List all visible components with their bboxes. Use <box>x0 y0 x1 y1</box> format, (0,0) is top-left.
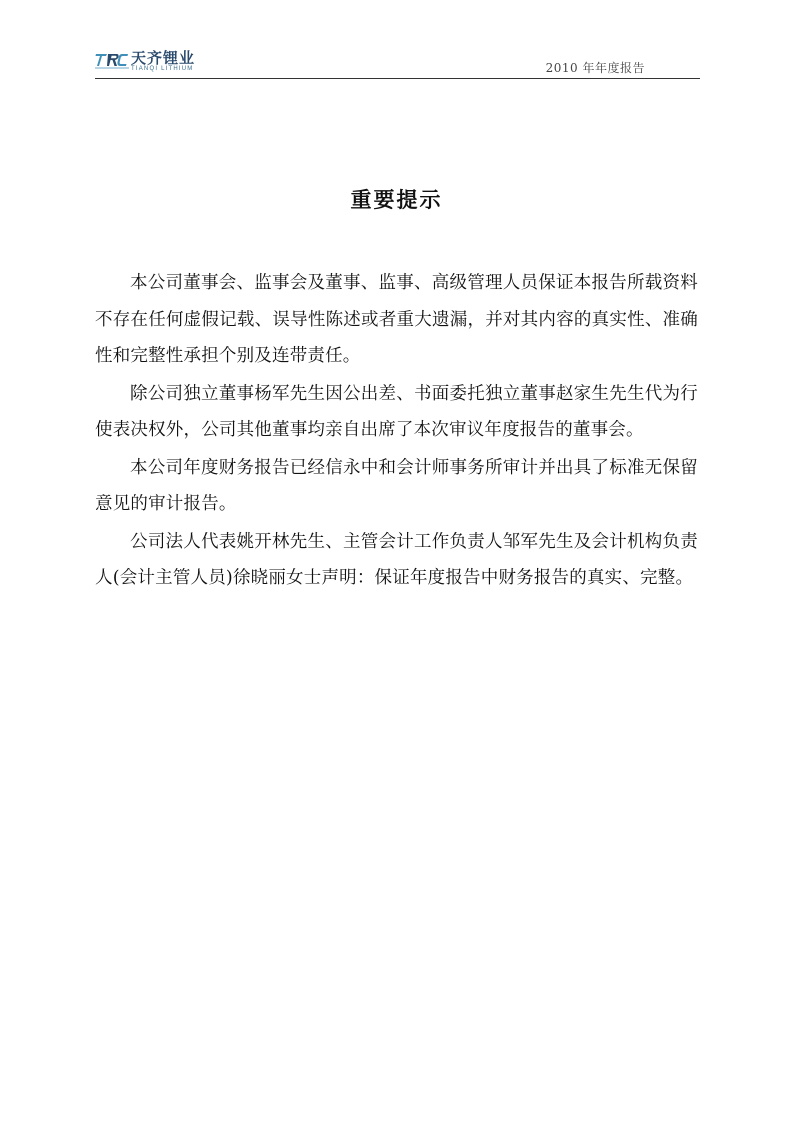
page-title: 重要提示 <box>350 187 443 212</box>
notice-body <box>95 265 698 598</box>
paragraph-audit-report: 本公司年度财务报告已经信永中和会计师事务所审计并出具了标准无保留意见的审计报告。 <box>95 457 698 514</box>
tianqi-logo-icon <box>95 50 129 70</box>
company-logo <box>95 50 195 76</box>
page-header <box>95 50 700 79</box>
paragraph-director-attendance: 除公司独立董事杨军先生因公出差、书面委托独立董事赵家生先生代为行使表决权外，公司其他董事均亲自出席了本次审议年度报告的董事会。 <box>95 383 698 440</box>
paragraph-responsibility: 本公司董事会、监事会及董事、监事、高级管理人员保证本报告所载资料不存在任何虚假记载、误导性陈述或者重大遗漏，并对其内容的真实性、准确性和完整性承担个别及连带责任。 <box>95 273 698 366</box>
paragraph-financial-statement: 公司法人代表姚开林先生、主管会计工作负责人邹军先生及会计机构负责人(会计主管人员)徐晓丽女士声明：保证年度报告中财务报告的真实、完整。 <box>95 531 698 588</box>
report-year-label: 2010 年年度报告 <box>545 61 645 75</box>
logo-chinese-name: 天齐锂业 <box>131 49 196 67</box>
logo-english-name: TIANQI LITHIUM <box>131 66 194 72</box>
